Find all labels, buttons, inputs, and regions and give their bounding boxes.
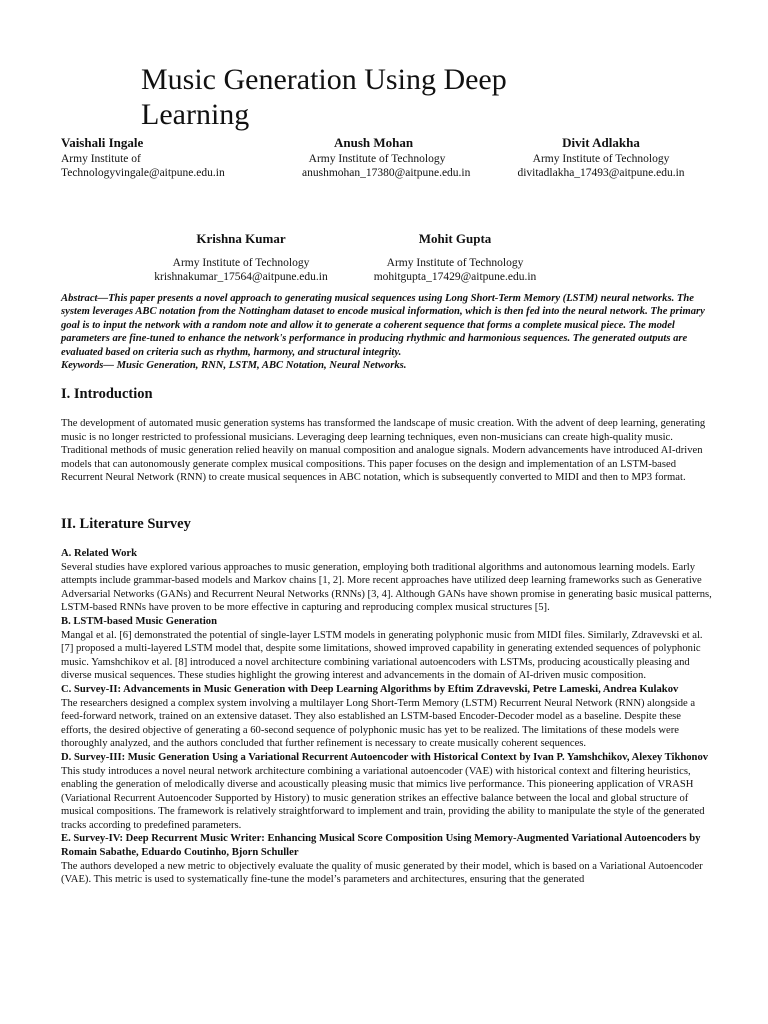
author-affiliation: Army Institute of Technology [308,153,446,165]
author-block [340,232,570,284]
author-email: anushmohan_17380@aitpune.edu.in [302,167,471,179]
author-name: Anush Mohan [334,135,414,150]
author-email: krishnakumar_17564@aitpune.edu.in [154,271,328,283]
paragraph: Mangal et al. [6] demonstrated the potential of single-layer LSTM models in generating polyphonic music from MIDI files. Similarly, Zdravevski et al. [7] proposed a multi-layered LSTM model that, despite some limitations, showed improved capability in generating extended sequences of polyphonic music. Yamshchikov et al. [8] introduced a novel architecture combining variational autoencoders with LSTMs, producing acoustically pleasing and diverse musical sequences. These studies highlight the growing interest and advancements in the domain of AI-driven music composition. [61,629,703,682]
paragraph: This study introduces a novel neural network architecture combining a variational autoencoder (VAE) with historical context and filtering heuristics, enabling the generation of melodically diverse and acoustically pleasing music that mimics live performance. This pioneering application of VRASH (Variational Recurrent Autoencoder Supported by History) to music generation strikes an effective balance between the local and global structure of musical compositions. The framework is relatively straightforward to implement and train, providing the ability to manipulate the style of the generated tracks according to predefined parameters. [61,765,705,831]
subsection-title: A. Related Work [61,548,138,559]
introduction-body [61,417,713,485]
author-block [496,136,706,180]
abstract [61,292,713,372]
author-affiliation: Army Institute of Technology [172,257,310,269]
keywords: Keywords— Music Generation, RNN, LSTM, ABC Notation, Neural Networks. [61,360,407,372]
author-block [302,135,471,180]
author-email: divitadlakha_17493@aitpune.edu.in [517,167,685,179]
author-name: Krishna Kumar [196,231,286,246]
literature-survey-body [61,547,713,887]
subsection-title: C. Survey-II: Advancements in Music Generation with Deep Learning Algorithms by Eftim Zdravevski, Petre Lameski, Andrea Kulakov [61,683,679,695]
paragraph: Several studies have explored various approaches to music generation, employing both traditional algorithms and autonomous learning models. Early attempts include grammar-based models and Markov chains [1, 2]. More recent approaches have utilized deep learning frameworks such as Generative Adversarial Networks (GANs) and Recurrent Neural Networks (RNNs) [3, 4]. Although GANs have shown promise in generating basic musical patterns, LSTM-based RNNs have proven to be more effective in capturing and reproducing complex musical structures [5]. [61,561,712,614]
subsection-title: D. Survey-III: Music Generation Using a Variational Recurrent Autoencoder with Historical Context by Ivan P. Yamshchikov, Alexey Tikhonov [61,751,709,763]
author-name: Divit Adlakha [562,135,640,150]
paragraph: The authors developed a new metric to objectively evaluate the quality of music generated by their model, which is based on a Variational Autoencoder (VAE). This metric is used to systematically fine-tune the model’s parameters and architectures, ensuring that the generated [61,860,703,886]
author-email: mohitgupta_17429@aitpune.edu.in [373,271,537,283]
author-block [152,232,330,284]
author-email: Technologyvingale@aitpune.edu.in [61,167,225,179]
author-name: Vaishali Ingale [61,135,144,150]
abstract-text: Abstract—This paper presents a novel approach to generating musical sequences using Long Short-Term Memory (LSTM) neural networks. The system leverages ABC notation from the Nottingham dataset to encode musical information, which is then fed into the neural network. The primary goal is to input the network with a random note and allow it to generate a coherent sequence that forms a complete musical piece. The model parameters are fine-tuned to enhance the network's performance in producing rhythmic and harmonious sequences. The generated outputs are evaluated based on criteria such as rhythm, harmony, and structural integrity. [61,293,705,358]
author-block [61,136,225,180]
author-name: Mohit Gupta [418,231,492,246]
subsection-title: B. LSTM-based Music Generation [61,615,217,627]
section-heading-introduction: I. Introduction [61,386,153,402]
author-affiliation: Army Institute of Technology [532,153,670,165]
section-heading-literature-survey: II. Literature Survey [61,516,191,532]
author-affiliation: Army Institute of Technology [386,257,524,269]
paragraph: The development of automated music generation systems has transformed the landscape of music creation. With the advent of deep learning, generating music is no longer restricted to professional musicians. Leveraging deep learning techniques, even non-musicians can create high-quality music. Traditional methods of music generation relied heavily on manual composition and analogue signals. Modern advancements have introduced AI-driven models that can autonomously generate complex musical compositions. This paper focuses on the design and implementation of an LSTM-based Recurrent Neural Network (RNN) to create musical sequences in ABC notation, which is subsequently converted to MIDI and then to MP3 format. [61,418,706,484]
paper-title: Music Generation Using Deep Learning [141,63,507,131]
subsection-title: E. Survey-IV: Deep Recurrent Music Writer: Enhancing Musical Score Composition Using Memory-Augmented Variational Autoencoders by Romain Sabathe, Eduardo Coutinho, Bjorn Schuller [61,833,701,859]
author-affiliation: Army Institute of [61,153,141,165]
paragraph: The researchers designed a complex system involving a multilayer Long Short-Term Memory (LSTM) Recurrent Neural Network (RNN) alongside a feed-forward network, trained on an extensive dataset. They also established an LSTM-based Encoder-Decoder model as a baseline. Despite these efforts, the desired objective of generating a 60-second sequence of polyphonic music has yet to be realized. The limitations of these models were thoroughly analyzed, and the authors concluded that further refinement is necessary to create musically coherent sequences. [61,697,696,750]
